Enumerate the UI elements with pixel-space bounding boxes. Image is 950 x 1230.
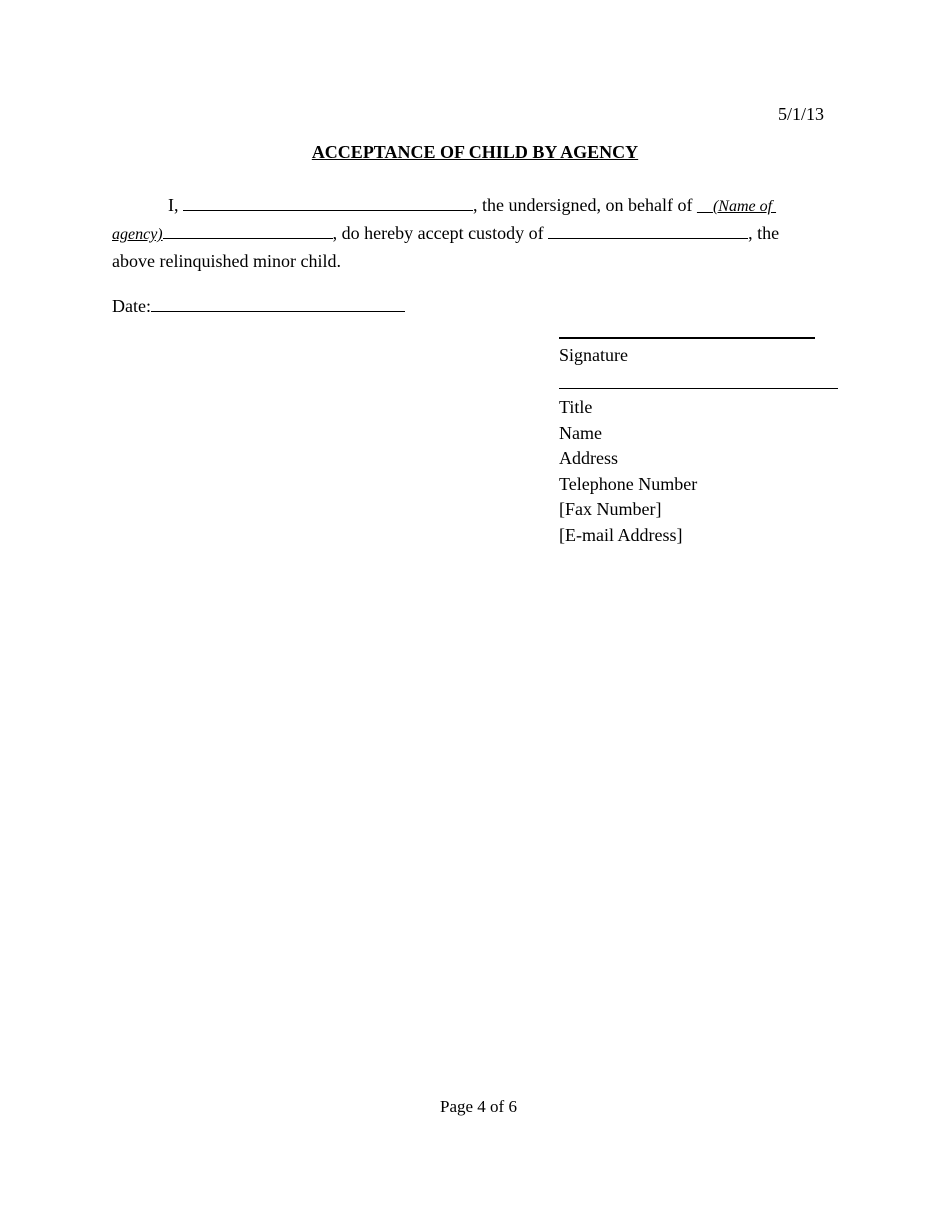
para-text-accept: , do hereby accept custody of (332, 223, 544, 243)
agency-placeholder-part2: agency) (112, 226, 163, 243)
para-text-the: , the (748, 223, 780, 243)
signatory-name-label: Name (559, 422, 602, 443)
agency-placeholder-part1: (Name of (712, 198, 773, 215)
para-text-undersigned: , the undersigned, on behalf of (473, 195, 693, 215)
undersigned-name-blank[interactable] (183, 194, 473, 211)
child-name-blank[interactable] (548, 222, 748, 239)
signatory-fax-label: [Fax Number] (559, 499, 662, 520)
title-line[interactable] (559, 388, 838, 389)
agency-name-blank[interactable] (163, 222, 333, 239)
document-date: 5/1/13 (777, 104, 824, 124)
signatory-email-label: [E-mail Address] (559, 524, 683, 545)
signatory-details (559, 395, 697, 549)
para-text-end: above relinquished minor child. (112, 251, 341, 271)
signatory-address-label: Address (559, 448, 618, 469)
signatory-telephone-label: Telephone Number (559, 473, 698, 494)
para-text-i: I, (168, 195, 179, 215)
agency-name-placeholder[interactable] (697, 198, 776, 215)
date-label: Date: (112, 296, 151, 316)
agency-name-placeholder-cont[interactable] (112, 226, 163, 243)
page-number: Page 4 of 6 (440, 1097, 517, 1116)
document-title: ACCEPTANCE OF CHILD BY AGENCY (311, 142, 639, 162)
acceptance-paragraph (112, 192, 812, 274)
signatory-title-label: Title (559, 397, 593, 417)
signature-line[interactable] (559, 337, 815, 339)
signature-label: Signature (559, 345, 628, 365)
date-row (112, 295, 405, 317)
date-blank[interactable] (151, 295, 405, 312)
